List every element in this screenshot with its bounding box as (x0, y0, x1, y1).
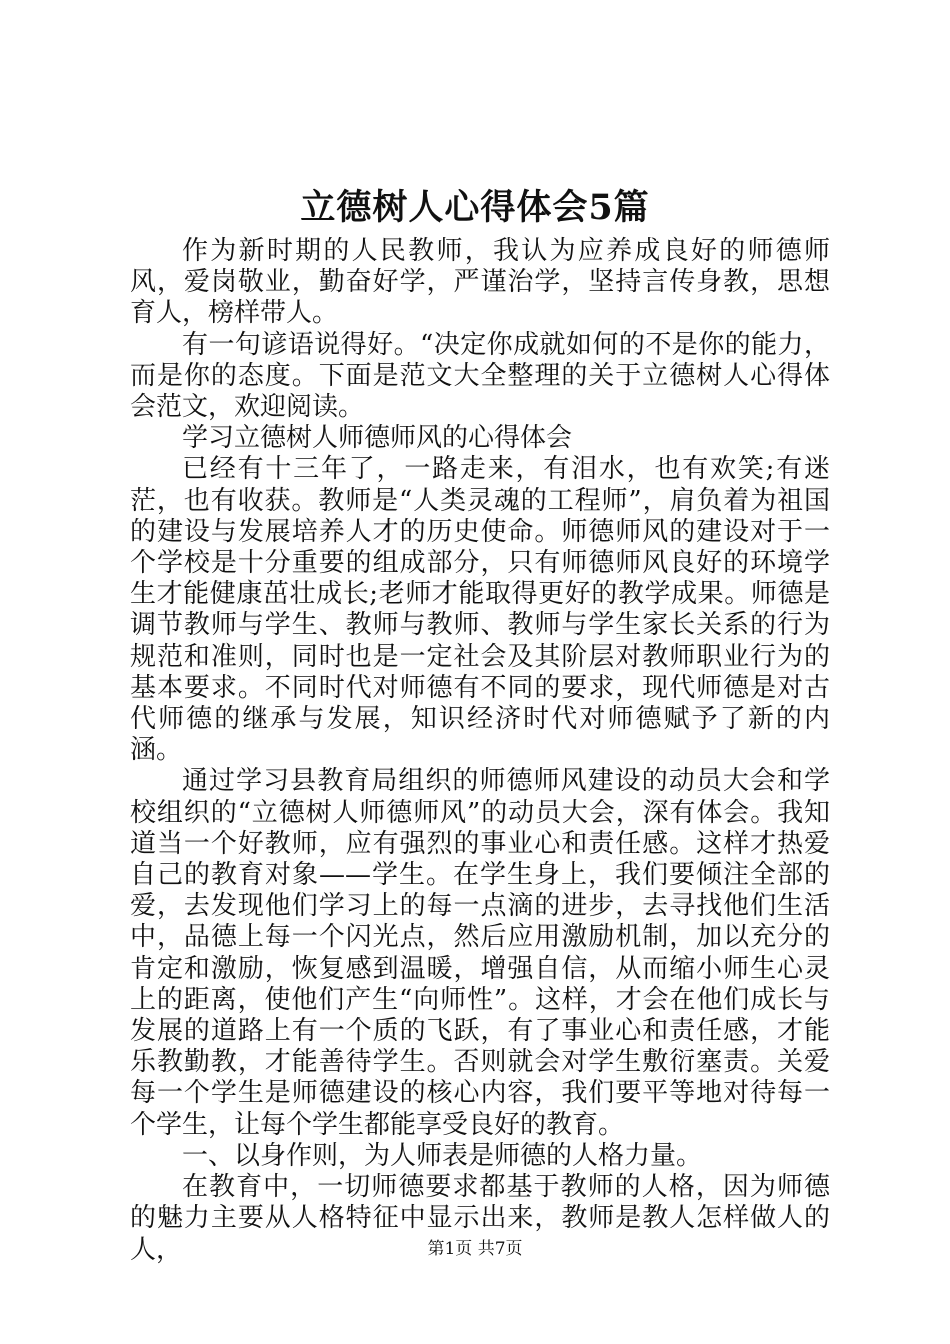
document-title: 立德树人心得体会5篇 (300, 187, 650, 228)
section-heading: 一、以身作则，为人师表是师德的人格力量。 (182, 1140, 703, 1171)
paragraph: 作为新时期的人民教师，我认为应养成良好的师德师风，爱岗敬业，勤奋好学，严谨治学，坚持言传身教，思想育人，榜样带人。 (130, 236, 830, 329)
page-footer: 第1页 共7页 (427, 1239, 523, 1259)
paragraph: 通过学习县教育局组织的师德师风建设的动员大会和学校组织的“立德树人师德师风”的动员大会，深有体会。我知道当一个好教师，应有强烈的事业心和责任感。这样才热爱自己的教育对象——学生。在学生身上，我们要倾注全部的爱，去发现他们学习上的每一点滴的进步，去寻找他们生活中，品德上每一个闪光点，然后应用激励机制，加以充分的肯定和激励，恢复感到温暖，增强自信，从而缩小师生心灵上的距离，使他们产生“向师性”。这样，才会在他们成长与发展的道路上有一个质的飞跃，有了事业心和责任感，才能乐教勤教，才能善待学生。否则就会对学生敷衍塞责。关爱每一个学生是师德建设的核心内容，我们要平等地对待每一个学生，让每个学生都能享受良好的教育。 (130, 766, 830, 1140)
document-body (130, 236, 830, 1266)
section-heading: 学习立德树人师德师风的心得体会 (182, 423, 573, 454)
paragraph: 已经有十三年了，一路走来，有泪水，也有欢笑;有迷茫，也有收获。教师是“人类灵魂的工程师”，肩负着为祖国的建设与发展培养人才的历史使命。师德师风的建设对于一个学校是十分重要的组成部分，只有师德师风良好的环境学生才能健康茁壮成长;老师才能取得更好的教学成果。师德是调节教师与学生、教师与教师、教师与学生家长关系的行为规范和准则，同时也是一定社会及其阶层对教师职业行为的基本要求。不同时代对师德有不同的要求，现代师德是对古代师德的继承与发展，知识经济时代对师德赋予了新的内涵。 (130, 454, 830, 766)
paragraph: 在教育中，一切师德要求都基于教师的人格，因为师德的魅力主要从人格特征中显示出来，教师是教人怎样做人的人， (130, 1172, 830, 1265)
paragraph: 有一句谚语说得好。“决定你成就如何的不是你的能力，而是你的态度。下面是范文大全整理的关于立德树人心得体会范文，欢迎阅读。 (130, 329, 830, 423)
